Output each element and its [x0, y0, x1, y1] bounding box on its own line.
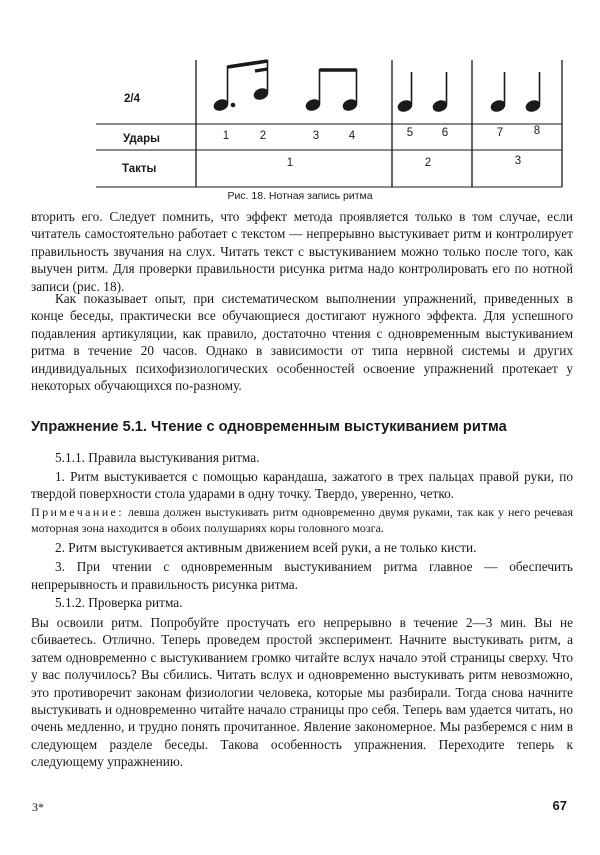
rule-item: 3. При чтении с одновременным выстукиванием ритма главное — обеспечить непрерывность и правильность рисунка ритма.: [31, 559, 573, 592]
intro-paragraph: [31, 208, 573, 295]
rules-section: [31, 449, 573, 613]
beam-1: [228, 61, 268, 67]
intro-paragraph: [31, 290, 573, 394]
beat-number: 2: [259, 130, 267, 142]
measure-number: 3: [514, 155, 522, 167]
note-text: левша должен выстукивать ритм одновременно двумя руками, так как у него речевая моторная зона находится в обоих полушариях коры головного мозга.: [31, 505, 573, 536]
beat-number: 7: [496, 127, 504, 139]
note-dot: [231, 103, 235, 107]
page-number: 67: [552, 798, 567, 813]
rules-title: 5.1.1. Правила выстукивания ритма.: [55, 450, 260, 465]
beats-label: Удары: [123, 133, 160, 145]
beat-number: 1: [222, 130, 230, 142]
beat-number: 5: [406, 127, 414, 139]
paragraph-text: Как показывает опыт, при систематическом выполнении упражнений, приведенных в конце беседы, практически все обучающиеся достигают нужного эффекта. Для успешного подавления артикуляции, как правило, достаточно чтения с одновременным выстукиванием ритма в течение 20 часов. Однако в зависимости от типа нервной системы и других индивидуальных психофизиологических особенностей освоение упражнений протекает у некоторых обучающихся по-разному.: [31, 291, 573, 394]
paragraph-text: вторить его. Следует помнить, что эффект метода проявляется только в том случае, если читатель самостоятельно работает с текстом — непрерывно выстукивает ритм и контролирует правильность звучания на слух. Читать текст с выстукиванием можно только после того, как выучен ритм. Для проверки правильности рисунка ритма надо контролировать его по нотной записи (рис. 18).: [31, 209, 573, 294]
beat-number: 4: [348, 130, 356, 142]
check-text: Вы освоили ритм. Попробуйте простучать его непрерывно в течение 2—3 мин. Вы не сбиваетесь. Отлично. Теперь проведем простой эксперимент. Начните выстукивать ритм, а затем одновременно с выстукиванием громко читайте вслух начало этой страницы сверху. Что у вас получилось? Вы сбились. Читать вслух и одновременно выстукивать ритм невозможно, это противоречит законам физиологии человека, которые мы разбирали. Тогда снова начните выстукивать и одновременно читайте начало страницы про себя. Теперь вам удается читать, но очень медленно, и трудно понять прочитанное. Явление закономерное. Мы разберемся с ним в следующем разделе беседы. Такова особенность упражнения. Переходите теперь к следующему упражнению.: [31, 615, 573, 770]
check-section: [31, 614, 573, 771]
rule-item: 2. Ритм выстукивается активным движением всей руки, а не только кисти.: [55, 540, 477, 556]
note-group: [213, 60, 542, 113]
check-title: 5.1.2. Проверка ритма.: [55, 595, 183, 611]
beam-1-short: [255, 69, 268, 71]
beat-number: 8: [533, 125, 541, 137]
exercise-heading: Упражнение 5.1. Чтение с одновременным выстукиванием ритма: [31, 419, 507, 435]
figure-caption: Рис. 18. Нотная запись ритма: [227, 190, 373, 202]
beat-number: 6: [441, 127, 449, 139]
measures-label: Такты: [122, 163, 157, 175]
signature-mark: 3*: [32, 800, 44, 814]
rhythm-notation-figure: [0, 0, 600, 190]
note: [31, 504, 573, 536]
time-signature: 2/4: [124, 93, 140, 105]
measure-number: 1: [286, 157, 294, 169]
beat-number: 3: [312, 130, 320, 142]
measure-number: 2: [424, 157, 432, 169]
rule-item: 1. Ритм выстукивается с помощью карандаша, зажатого в трех пальцах правой руки, по твердой поверхности стола ударами в одну точку. Твердо, уверенно, четко.: [31, 468, 573, 502]
note-label: Примечание:: [31, 505, 124, 520]
